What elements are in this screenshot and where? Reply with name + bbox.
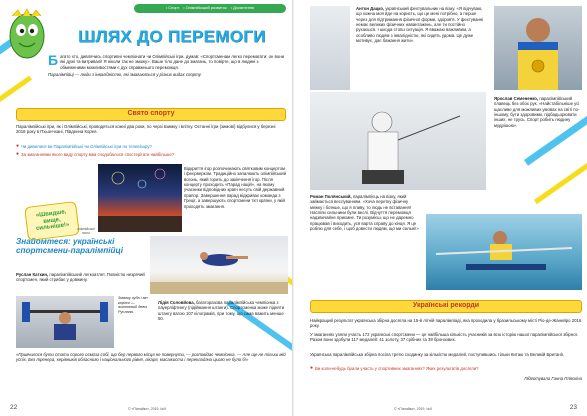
athlete-name-datsko: Антон Дацко, (356, 6, 385, 11)
footer-copyright: © «Пізнайко», 2019, №9 (394, 406, 432, 411)
powerlifter-photo (16, 296, 114, 348)
drop-cap: Б (48, 52, 59, 68)
athlete-name-solovyova: Лідія Соловйова, (158, 300, 195, 305)
slogan-caption: олімпійське гасло (77, 227, 95, 235)
footer-copyright: © «Пізнайко», 2019, №9 (128, 406, 166, 411)
rowing-photo (426, 214, 582, 290)
section-body: Паралімпійські ігри, як і Олімпійські, проводяться кожні два роки, по черзі взимку і влітку. Останні ігри (зимові) відбулися у березні 2018 року в Пхьончхані, Південна Корея. (16, 124, 276, 135)
records-body: У змаганнях узяли участь 172 українські спортсмени — це найбільша кількість учасників за всю історію нашої паралімпійської збірної. Разом вони здобули 117 медалей: 41 золоту, 37 срібних та 39 бронзових. (310, 332, 578, 343)
barbell-icon (16, 296, 114, 348)
section-title-records: Українські рекорди (412, 302, 480, 310)
page-number: 22 (10, 403, 18, 411)
jumper-icon (150, 236, 288, 294)
page-title: ШЛЯХ ДО ПЕРЕМОГИ (78, 27, 266, 46)
section-heading (16, 108, 286, 121)
question-marker-icon: ● (16, 143, 20, 149)
katkin-motto: Змалку зубн і він корінчі — життєвий девіз Руслана. (118, 296, 148, 315)
swimmer-photo (494, 6, 582, 90)
athlete-name-semenenko: Ярослав Семененко, (494, 96, 539, 101)
question-line (16, 144, 286, 149)
records-question: Ви коли-небудь брали участь у спортивних змаганнях? Яких результатів досягли? (315, 366, 479, 371)
slogan-bubble (24, 201, 80, 241)
question-line (16, 152, 286, 157)
athlete-desc-katkin: паралімпійський легкоатлет. Повністю незрячий спортсмен, який стрибає у довжину. (16, 272, 145, 283)
long-jump-photo (150, 236, 288, 294)
question-marker-icon: ● (310, 365, 314, 371)
mascot-icon (4, 6, 50, 64)
question-marker-icon: ● (16, 151, 20, 157)
left-page (0, 0, 293, 416)
fencer-icon (310, 92, 486, 190)
right-page (294, 0, 587, 416)
records-ranking: Українська паралімпійська збірна посіла третю сходинку за кількістю медалей, поступившись тільки Китаю та Великій Британії. (310, 352, 565, 357)
ceremony-text: Відкриття ігор розпочинають святковим концертом і феєрверком. Традиційно запалюють олімпійський вогонь, який горить до закінчення ігор. Після концерту проходить «Парад націй», на якому учасники відповідних країн несуть свій державний прапор. Завершення парад відкриває команда з Греції, а завершують спортсмени тієї країни, у якій проходять змагання. (184, 166, 286, 209)
section-heading (310, 300, 582, 313)
intro-paragraph-2: Паралімпійці — люди з інвалідністю, які змагаються у різних видах спорту. (48, 72, 202, 78)
athlete-katkin (16, 272, 146, 283)
fencing-photo (310, 92, 486, 190)
athlete-desc-semenenko: паралімпійський плавець без обох рук. «Найстабільніше усі щасливе для можливих умовах на світі по-іншому, бути здоровими, підбадьорювати інших, не трусь. Спорт робить людину мудрішою». (494, 96, 580, 128)
athlete-semenenko (494, 96, 582, 128)
page-number: 23 (569, 403, 577, 411)
section-title-sports-holiday: Свято спорту (127, 110, 175, 118)
intro-paragraph-1: агато хто, дивлячись спортивні чемпіонати чи Олімпійські ігри, думав: «Спортсменам легко перемагати: он вони які дужі та витривалі! Я ніколи так не зможу». Ваше тіло дане до змагань, то повірте, що в людині з обмеженими можливостями є дух справжнього переможця. (60, 54, 284, 70)
question-line (310, 366, 582, 371)
intro-text (48, 54, 284, 79)
ceremony-photo (98, 164, 182, 232)
fireworks-icon (98, 164, 182, 232)
question-2: За змаганнями якого виду спорту вам сподобалося спостерігати найбільше? (21, 152, 175, 157)
records-intro: Найкращий результат українська збірна досягла на 15-й літній паралімпіаді, яка проходила у бразильському місті Ріо-де-Жанейро 2016 року. (310, 318, 582, 329)
yellow-stripe (534, 154, 587, 204)
athlete-solovyova (158, 300, 288, 321)
header-tags (134, 4, 286, 13)
athlete-polyanskyi (310, 194, 420, 232)
tag-achievements: • Досягнення (230, 5, 255, 11)
athlete-name-katkin: Руслан Каткин, (16, 272, 49, 277)
tag-development: • Олімпійський розвиток (183, 5, 227, 11)
meet-athletes-heading: Знайомтеся: українські спортсмени-паралімпійці (16, 237, 124, 255)
medalist-icon (494, 6, 582, 90)
solovyova-quote: «Привчилося бути стати сорого осмоза собі, що бер первого місця не повернути, — розповідає чемпіонка. — Але ще не тільки мій успіх. Без тренера, керівників обласного і національного рівня, лікаря, масажиста і перекладача цього не було б!» (16, 352, 286, 363)
tag-sport: • Спорт (165, 5, 180, 11)
slogan-text: «Швидше, вище, сильніше!» (35, 209, 70, 233)
question-1: Чи дивилися ви Паралімпійські чи Олімпійські ігри по телевізору? (21, 144, 152, 149)
athlete-desc-solovyova: багаторазова паралімпійська чемпіонка з пауерліфтингу (підіймання штанги). Спортсменка може підняти штангу вагою 107 кілограмів, при тому, що сама важить менше 50. (158, 300, 285, 322)
athlete-datsko (356, 6, 486, 44)
athlete-name-polyanskyi: Роман Полянський, (310, 194, 352, 199)
rower-icon (426, 214, 582, 290)
athlete-desc-datsko: український фехтувальник на візку. «Я відчуваю, що кожна моя йде на користь, що це мені потрібно, а перше через для підтримання фізичної форми, здоров'я. У фехтуванні немає великих фізичних навантажень, але ти постійно рухаєшся. І шкода стоїш ситуація. Я вважаю важливим, а особливо людям з інвалідністю, які сидять удома. Це дуже мотивує, дає бажання жити». (356, 6, 484, 44)
athlete-desc-polyanskyi: паралімпієць на візку, який займається веслуванням. «Хоча перетку фізичну межку і боїнше, що я пливу, то людь не вставання! Насліпи сильнини були веслі. Відчуття переможця надзвичайне приємне. Ти розумієш, що не даремно працював і виходить, уся варта справу до кінця. Я це роблю для себе, і щоб довести людям, що ми сильні!» (310, 194, 419, 232)
fencer-top-photo (310, 6, 350, 90)
article-credit: Підготувала Ганна Пляскіна (524, 376, 582, 381)
